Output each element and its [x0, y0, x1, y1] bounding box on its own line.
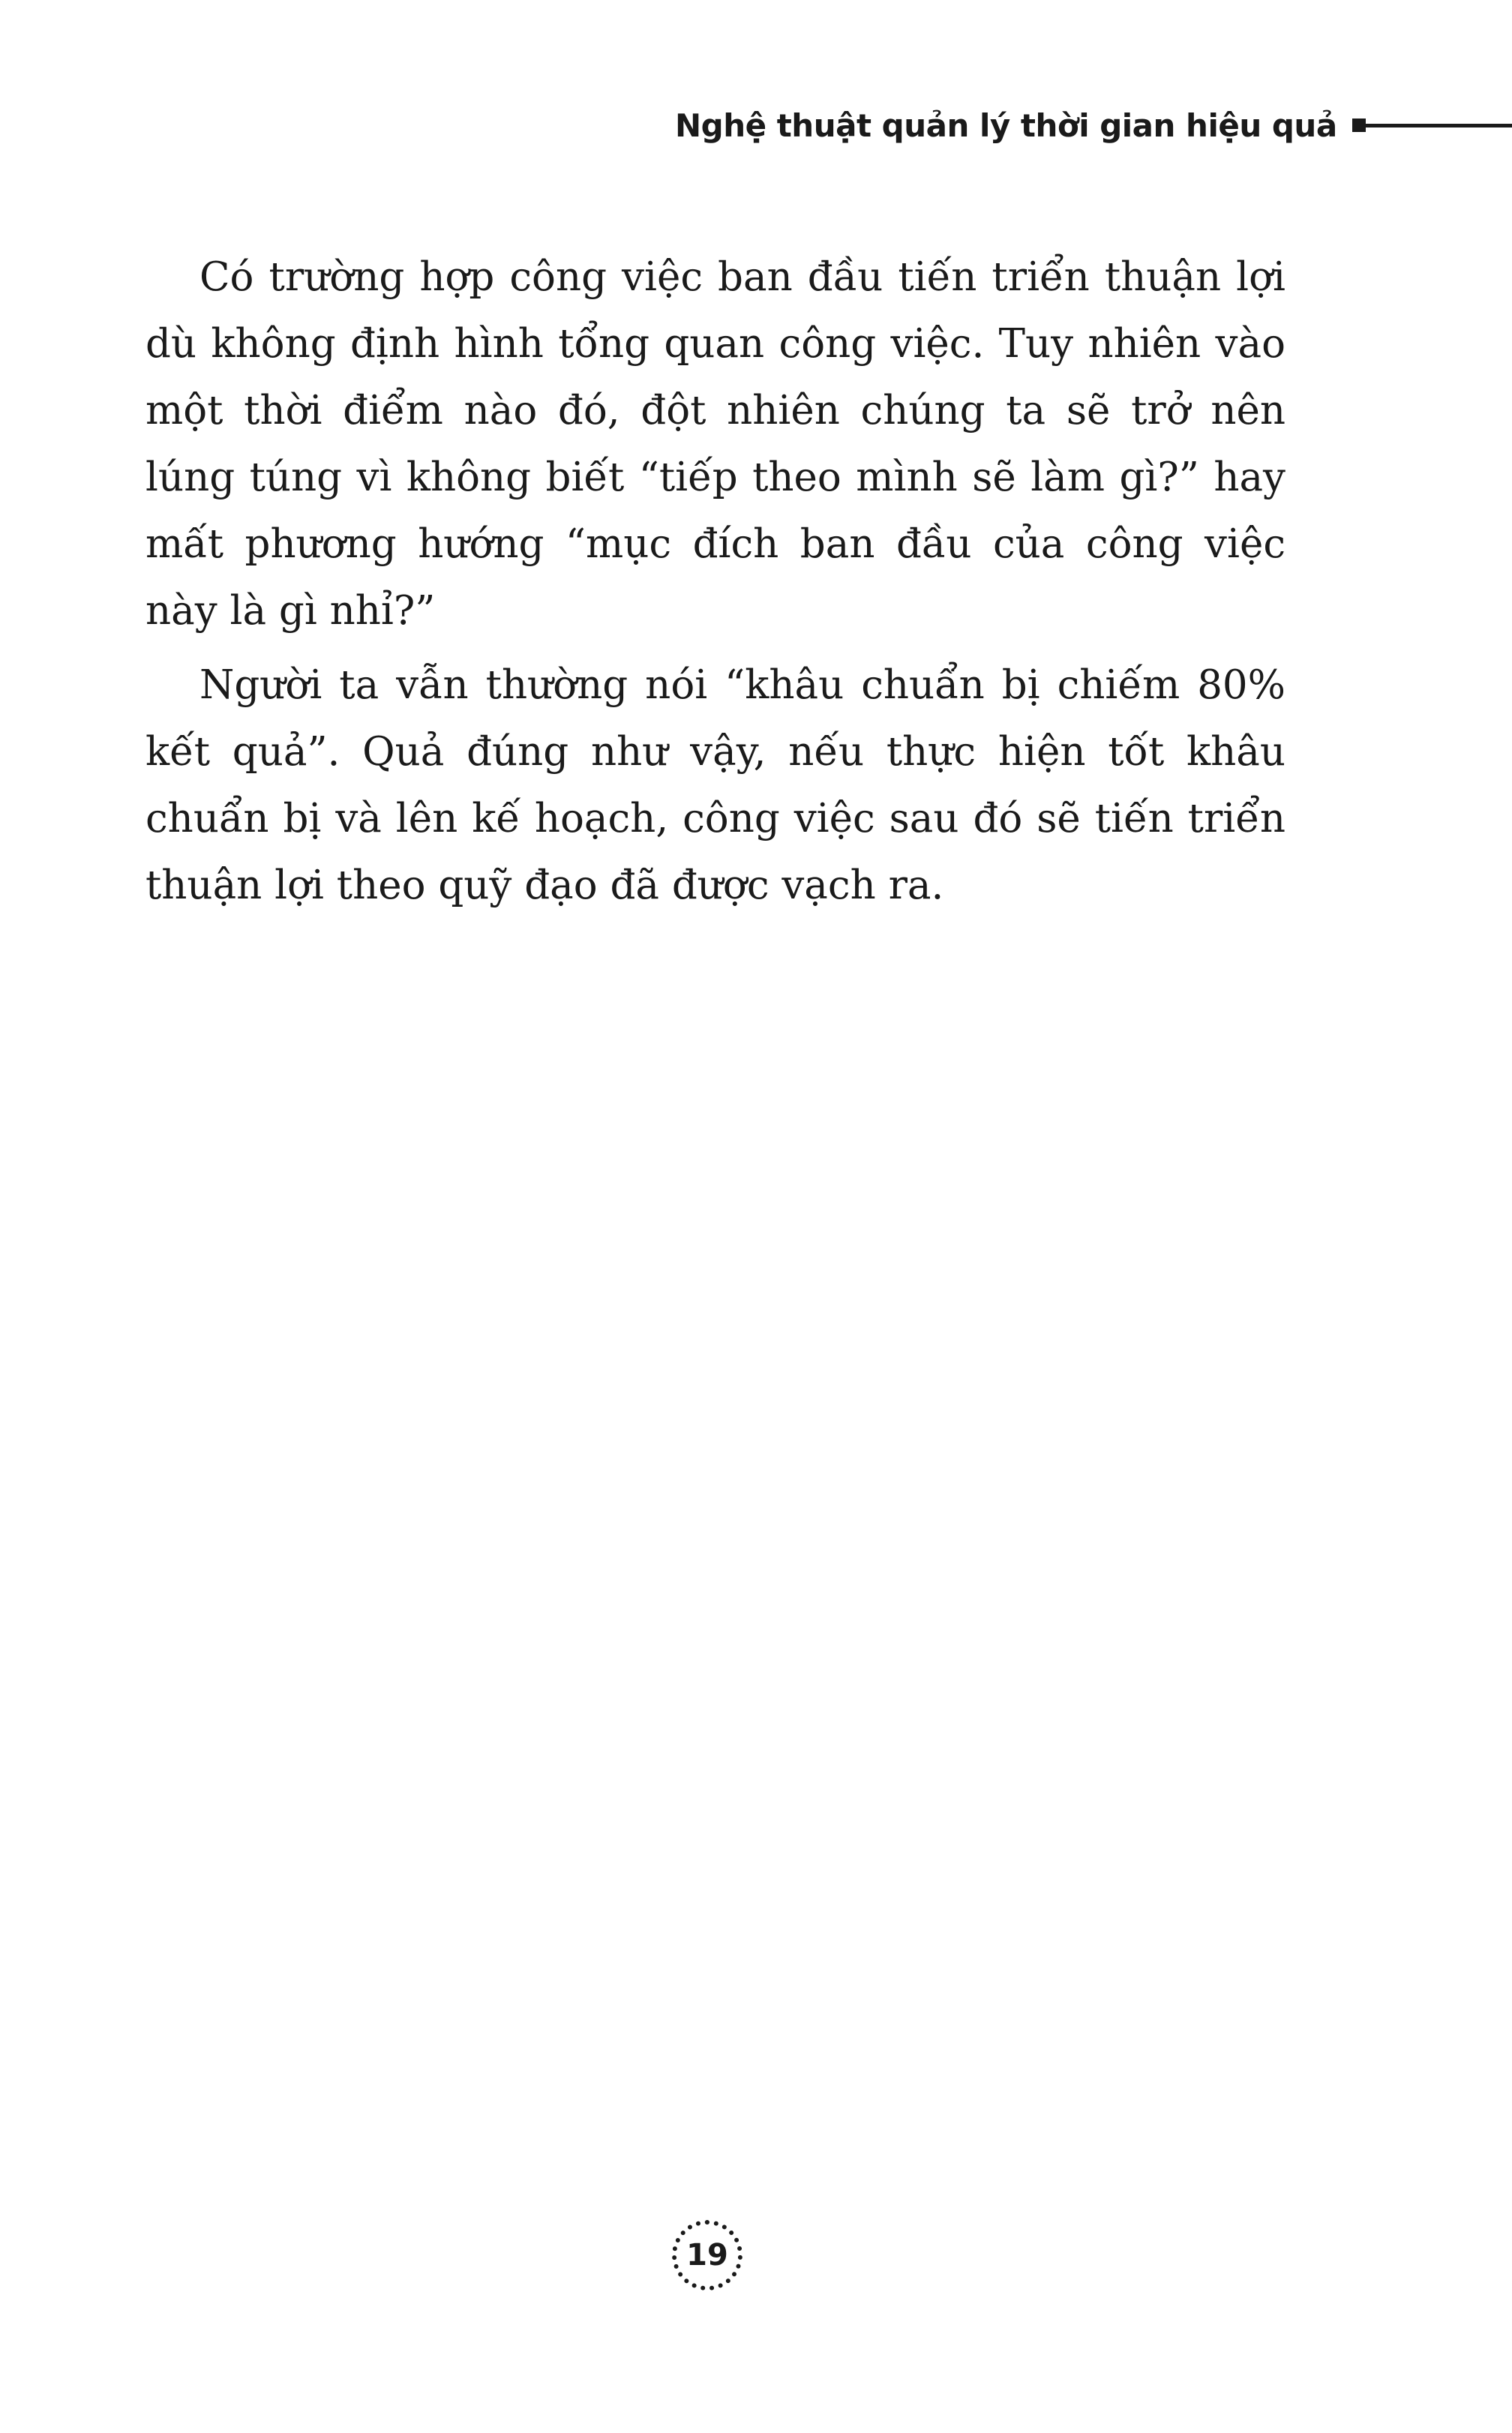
header-rule [1366, 124, 1512, 128]
body-text [146, 244, 1286, 926]
running-header [675, 99, 1512, 152]
running-title: Nghệ thuật quản lý thời gian hiệu quả [675, 106, 1337, 144]
header-square-ornament [1352, 118, 1366, 132]
paragraph-2: Người ta vẫn thường nói “khâu chuẩn bị chiếm 80% kết quả”. Quả đúng như vậy, nếu thực hiện tốt khâu chuẩn bị và lên kế hoạch, công việc sau đó sẽ tiến triển thuận lợi theo quỹ đạo đã được vạch ra. [146, 662, 1286, 908]
paragraph-1: Có trường hợp công việc ban đầu tiến triển thuận lợi dù không định hình tổng quan công việc. Tuy nhiên vào một thời điểm nào đó, đột nhiên chúng ta sẽ trở nên lúng túng vì không biết “tiếp theo mình sẽ làm gì?” hay mất phương hướng “mục đích ban đầu của công việc này là gì nhỉ?” [146, 254, 1286, 634]
page-number: 19 [672, 2220, 742, 2290]
